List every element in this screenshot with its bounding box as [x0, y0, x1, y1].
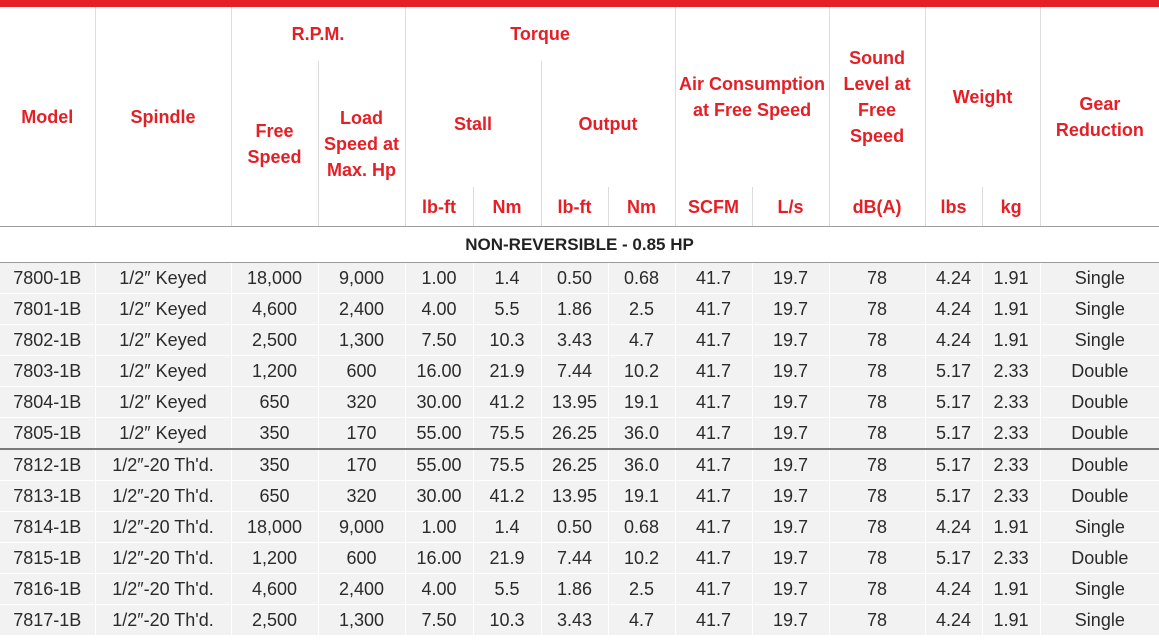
cell-stall-nm: 10.3	[473, 325, 541, 356]
cell-stall-lbft: 16.00	[405, 543, 473, 574]
cell-free-speed: 2,500	[231, 325, 318, 356]
cell-free-speed: 18,000	[231, 263, 318, 294]
cell-spindle: 1/2″ Keyed	[95, 294, 231, 325]
cell-gear-reduction: Double	[1040, 481, 1159, 512]
cell-gear-reduction: Double	[1040, 387, 1159, 418]
cell-air-scfm: 41.7	[675, 605, 752, 636]
cell-weight-kg: 2.33	[982, 356, 1040, 387]
cell-gear-reduction: Double	[1040, 356, 1159, 387]
table-row	[0, 481, 1159, 512]
cell-output-nm: 19.1	[608, 387, 675, 418]
cell-model: 7804-1B	[0, 387, 95, 418]
cell-air-ls: 19.7	[752, 605, 829, 636]
cell-spindle: 1/2″-20 Th'd.	[95, 574, 231, 605]
cell-stall-nm: 21.9	[473, 356, 541, 387]
cell-free-speed: 18,000	[231, 512, 318, 543]
cell-output-lbft: 26.25	[541, 418, 608, 450]
cell-air-scfm: 41.7	[675, 449, 752, 481]
header-free-speed: Free Speed	[231, 61, 318, 226]
cell-air-ls: 19.7	[752, 512, 829, 543]
cell-output-lbft: 7.44	[541, 356, 608, 387]
cell-load-speed: 1,300	[318, 605, 405, 636]
cell-air-scfm: 41.7	[675, 574, 752, 605]
cell-gear-reduction: Double	[1040, 418, 1159, 450]
cell-output-lbft: 0.50	[541, 512, 608, 543]
cell-output-lbft: 13.95	[541, 387, 608, 418]
cell-output-lbft: 7.44	[541, 543, 608, 574]
cell-weight-lbs: 5.17	[925, 543, 982, 574]
table-row	[0, 294, 1159, 325]
cell-gear-reduction: Single	[1040, 325, 1159, 356]
cell-sound-dba: 78	[829, 574, 925, 605]
cell-load-speed: 2,400	[318, 574, 405, 605]
cell-spindle: 1/2″-20 Th'd.	[95, 605, 231, 636]
table-row	[0, 387, 1159, 418]
cell-free-speed: 1,200	[231, 543, 318, 574]
cell-weight-kg: 2.33	[982, 481, 1040, 512]
cell-output-nm: 4.7	[608, 325, 675, 356]
header-gear-reduction: Gear Reduction	[1040, 7, 1159, 226]
cell-air-scfm: 41.7	[675, 387, 752, 418]
table-row	[0, 449, 1159, 481]
header-weight: Weight	[925, 7, 1040, 187]
cell-weight-kg: 1.91	[982, 263, 1040, 294]
cell-model: 7803-1B	[0, 356, 95, 387]
unit-output-nm: Nm	[608, 187, 675, 226]
cell-air-scfm: 41.7	[675, 356, 752, 387]
unit-output-lbft: lb-ft	[541, 187, 608, 226]
cell-model: 7805-1B	[0, 418, 95, 450]
cell-weight-lbs: 4.24	[925, 294, 982, 325]
cell-spindle: 1/2″-20 Th'd.	[95, 512, 231, 543]
unit-stall-nm: Nm	[473, 187, 541, 226]
cell-output-nm: 2.5	[608, 294, 675, 325]
cell-stall-nm: 41.2	[473, 387, 541, 418]
cell-stall-lbft: 55.00	[405, 449, 473, 481]
table-header	[0, 7, 1159, 227]
cell-output-lbft: 1.86	[541, 574, 608, 605]
cell-weight-lbs: 4.24	[925, 574, 982, 605]
cell-output-nm: 2.5	[608, 574, 675, 605]
cell-air-ls: 19.7	[752, 543, 829, 574]
cell-weight-kg: 1.91	[982, 574, 1040, 605]
top-accent-bar	[0, 0, 1159, 7]
table-row	[0, 325, 1159, 356]
cell-weight-lbs: 5.17	[925, 356, 982, 387]
header-rpm: R.P.M.	[231, 7, 405, 61]
cell-stall-nm: 1.4	[473, 512, 541, 543]
cell-free-speed: 4,600	[231, 294, 318, 325]
cell-sound-dba: 78	[829, 418, 925, 450]
cell-sound-dba: 78	[829, 356, 925, 387]
cell-stall-nm: 21.9	[473, 543, 541, 574]
table-row	[0, 418, 1159, 450]
header-stall: Stall	[405, 61, 541, 187]
cell-output-nm: 0.68	[608, 512, 675, 543]
cell-weight-lbs: 4.24	[925, 263, 982, 294]
unit-scfm: SCFM	[675, 187, 752, 226]
header-air-consumption: Air Consumption at Free Speed	[675, 7, 829, 187]
header-load-speed: Load Speed at Max. Hp	[318, 61, 405, 226]
cell-free-speed: 2,500	[231, 605, 318, 636]
cell-weight-kg: 2.33	[982, 449, 1040, 481]
cell-load-speed: 320	[318, 481, 405, 512]
cell-model: 7802-1B	[0, 325, 95, 356]
cell-sound-dba: 78	[829, 387, 925, 418]
cell-output-lbft: 1.86	[541, 294, 608, 325]
cell-sound-dba: 78	[829, 449, 925, 481]
cell-output-nm: 10.2	[608, 356, 675, 387]
cell-stall-nm: 5.5	[473, 574, 541, 605]
cell-free-speed: 650	[231, 481, 318, 512]
cell-model: 7800-1B	[0, 263, 95, 294]
cell-output-lbft: 0.50	[541, 263, 608, 294]
cell-air-ls: 19.7	[752, 574, 829, 605]
unit-ls: L/s	[752, 187, 829, 226]
cell-weight-kg: 2.33	[982, 387, 1040, 418]
table-row	[0, 605, 1159, 636]
cell-free-speed: 350	[231, 449, 318, 481]
cell-air-ls: 19.7	[752, 294, 829, 325]
cell-output-nm: 36.0	[608, 418, 675, 450]
cell-model: 7816-1B	[0, 574, 95, 605]
table-row	[0, 263, 1159, 294]
header-spindle: Spindle	[95, 7, 231, 226]
cell-stall-lbft: 1.00	[405, 263, 473, 294]
cell-model: 7817-1B	[0, 605, 95, 636]
cell-weight-lbs: 4.24	[925, 512, 982, 543]
cell-stall-lbft: 30.00	[405, 387, 473, 418]
cell-model: 7813-1B	[0, 481, 95, 512]
cell-sound-dba: 78	[829, 543, 925, 574]
cell-stall-nm: 75.5	[473, 449, 541, 481]
cell-stall-lbft: 16.00	[405, 356, 473, 387]
header-model: Model	[0, 7, 95, 226]
cell-sound-dba: 78	[829, 605, 925, 636]
cell-sound-dba: 78	[829, 481, 925, 512]
cell-weight-lbs: 5.17	[925, 387, 982, 418]
cell-spindle: 1/2″-20 Th'd.	[95, 481, 231, 512]
header-output: Output	[541, 61, 675, 187]
cell-load-speed: 9,000	[318, 512, 405, 543]
cell-load-speed: 1,300	[318, 325, 405, 356]
cell-spindle: 1/2″ Keyed	[95, 418, 231, 450]
cell-output-nm: 0.68	[608, 263, 675, 294]
cell-output-nm: 19.1	[608, 481, 675, 512]
cell-air-scfm: 41.7	[675, 263, 752, 294]
cell-air-scfm: 41.7	[675, 543, 752, 574]
cell-load-speed: 600	[318, 543, 405, 574]
cell-load-speed: 320	[318, 387, 405, 418]
cell-spindle: 1/2″ Keyed	[95, 263, 231, 294]
cell-stall-lbft: 4.00	[405, 574, 473, 605]
cell-stall-lbft: 4.00	[405, 294, 473, 325]
cell-gear-reduction: Single	[1040, 574, 1159, 605]
cell-weight-lbs: 4.24	[925, 325, 982, 356]
cell-weight-kg: 1.91	[982, 512, 1040, 543]
cell-air-ls: 19.7	[752, 263, 829, 294]
cell-weight-kg: 2.33	[982, 543, 1040, 574]
cell-air-ls: 19.7	[752, 387, 829, 418]
cell-air-ls: 19.7	[752, 325, 829, 356]
cell-stall-nm: 1.4	[473, 263, 541, 294]
cell-gear-reduction: Single	[1040, 605, 1159, 636]
cell-spindle: 1/2″ Keyed	[95, 387, 231, 418]
cell-air-scfm: 41.7	[675, 325, 752, 356]
cell-stall-lbft: 7.50	[405, 325, 473, 356]
spec-table	[0, 7, 1159, 636]
cell-gear-reduction: Single	[1040, 263, 1159, 294]
cell-sound-dba: 78	[829, 325, 925, 356]
table-row	[0, 512, 1159, 543]
cell-stall-lbft: 30.00	[405, 481, 473, 512]
cell-load-speed: 170	[318, 418, 405, 450]
cell-air-ls: 19.7	[752, 449, 829, 481]
cell-load-speed: 170	[318, 449, 405, 481]
cell-gear-reduction: Double	[1040, 543, 1159, 574]
cell-gear-reduction: Double	[1040, 449, 1159, 481]
cell-air-ls: 19.7	[752, 418, 829, 450]
cell-model: 7814-1B	[0, 512, 95, 543]
cell-weight-kg: 1.91	[982, 605, 1040, 636]
cell-weight-kg: 2.33	[982, 418, 1040, 450]
cell-gear-reduction: Single	[1040, 294, 1159, 325]
table-body	[0, 263, 1159, 636]
cell-model: 7812-1B	[0, 449, 95, 481]
cell-spindle: 1/2″-20 Th'd.	[95, 449, 231, 481]
cell-model: 7815-1B	[0, 543, 95, 574]
cell-output-lbft: 26.25	[541, 449, 608, 481]
table-row	[0, 574, 1159, 605]
cell-load-speed: 9,000	[318, 263, 405, 294]
cell-stall-nm: 41.2	[473, 481, 541, 512]
cell-spindle: 1/2″ Keyed	[95, 356, 231, 387]
cell-weight-lbs: 5.17	[925, 418, 982, 450]
cell-output-nm: 4.7	[608, 605, 675, 636]
cell-air-ls: 19.7	[752, 356, 829, 387]
cell-free-speed: 4,600	[231, 574, 318, 605]
cell-stall-nm: 5.5	[473, 294, 541, 325]
table-row	[0, 543, 1159, 574]
cell-stall-nm: 75.5	[473, 418, 541, 450]
cell-weight-lbs: 4.24	[925, 605, 982, 636]
unit-kg: kg	[982, 187, 1040, 226]
cell-weight-lbs: 5.17	[925, 481, 982, 512]
cell-stall-lbft: 7.50	[405, 605, 473, 636]
cell-stall-lbft: 55.00	[405, 418, 473, 450]
cell-stall-nm: 10.3	[473, 605, 541, 636]
cell-output-nm: 36.0	[608, 449, 675, 481]
table-row	[0, 356, 1159, 387]
cell-output-nm: 10.2	[608, 543, 675, 574]
unit-stall-lbft: lb-ft	[405, 187, 473, 226]
cell-air-ls: 19.7	[752, 481, 829, 512]
cell-air-scfm: 41.7	[675, 481, 752, 512]
header-torque: Torque	[405, 7, 675, 61]
cell-weight-kg: 1.91	[982, 325, 1040, 356]
cell-free-speed: 1,200	[231, 356, 318, 387]
cell-free-speed: 350	[231, 418, 318, 450]
cell-output-lbft: 3.43	[541, 605, 608, 636]
header-sound-level: Sound Level at Free Speed	[829, 7, 925, 187]
cell-stall-lbft: 1.00	[405, 512, 473, 543]
cell-output-lbft: 13.95	[541, 481, 608, 512]
cell-load-speed: 600	[318, 356, 405, 387]
cell-sound-dba: 78	[829, 294, 925, 325]
cell-weight-kg: 1.91	[982, 294, 1040, 325]
cell-spindle: 1/2″ Keyed	[95, 325, 231, 356]
cell-sound-dba: 78	[829, 512, 925, 543]
cell-free-speed: 650	[231, 387, 318, 418]
cell-air-scfm: 41.7	[675, 512, 752, 543]
cell-sound-dba: 78	[829, 263, 925, 294]
cell-air-scfm: 41.7	[675, 418, 752, 450]
unit-dba: dB(A)	[829, 187, 925, 226]
cell-model: 7801-1B	[0, 294, 95, 325]
cell-gear-reduction: Single	[1040, 512, 1159, 543]
cell-spindle: 1/2″-20 Th'd.	[95, 543, 231, 574]
unit-lbs: lbs	[925, 187, 982, 226]
cell-load-speed: 2,400	[318, 294, 405, 325]
cell-output-lbft: 3.43	[541, 325, 608, 356]
cell-air-scfm: 41.7	[675, 294, 752, 325]
cell-weight-lbs: 5.17	[925, 449, 982, 481]
section-title: NON-REVERSIBLE - 0.85 HP	[0, 227, 1159, 263]
